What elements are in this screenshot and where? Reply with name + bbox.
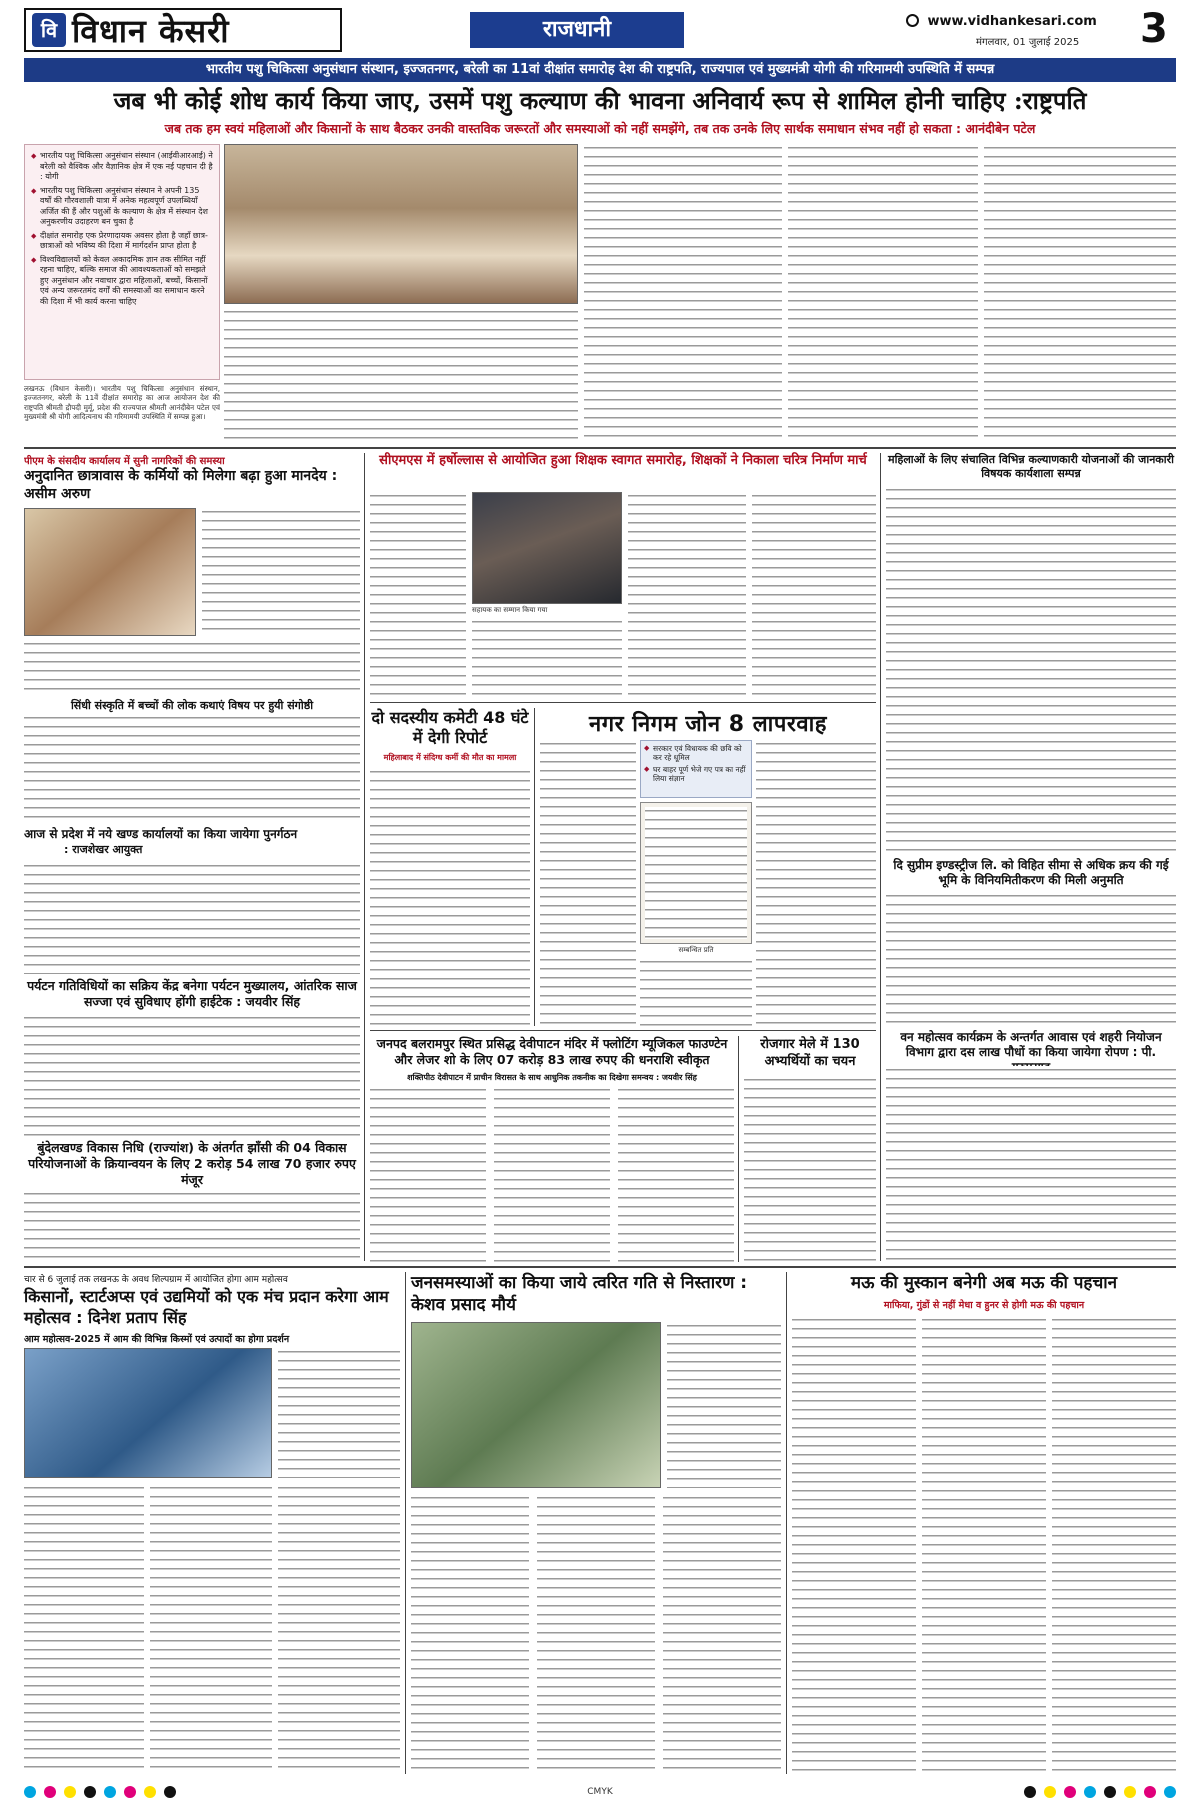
- divider: [370, 702, 876, 703]
- women-headline: महिलाओं के लिए संचालित विभिन्न कल्याणकारी योजनाओं की जानकारी विषयक कार्यशाला सम्पन्न: [888, 453, 1174, 480]
- mau-headline: मऊ की मुस्कान बनेगी अब मऊ की पहचान: [850, 1273, 1118, 1293]
- lead-kicker-text: भारतीय पशु चिकित्सा अनुसंधान संस्थान, इज्जतनगर, बरेली का 11वां दीक्षांत समारोह देश की राष्ट्रपति, राज्यपाल एवं मुख्यमंत्री योगी की गरिमामयी उपस्थिति में सम्पन्न: [205, 62, 995, 77]
- mango-body: [24, 1484, 144, 1774]
- logo: [24, 8, 342, 52]
- khand-headline-by: : राजशेखर आयुक्त: [64, 843, 143, 856]
- divider: [534, 708, 535, 1026]
- globe-icon: [906, 14, 919, 27]
- devipatan-headline: जनपद बलरामपुर स्थित प्रसिद्ध देवीपाटन मंदिर में फ्लोटिंग म्यूजिकल फाउण्टेन और लेजर शो के लिए 07 करोड़ 83 लाख रुपए की धनराशि स्वीकृत: [376, 1036, 728, 1067]
- lead-bullet: ◆ भारतीय पशु चिकित्सा अनुसंधान संस्थान (आईवीआरआई) ने बरेली को वैश्विक और वैज्ञानिक क्षेत्र में एक नई पहचान दी है : योगी: [31, 151, 213, 183]
- rozgar-headline: रोजगार मेले में 130 अभ्यर्थियों का चयन: [760, 1037, 860, 1069]
- lead-bullets: [24, 144, 220, 380]
- divider: [24, 447, 1176, 449]
- janasamasya-body: [667, 1322, 781, 1488]
- janasamasya-photo: [411, 1322, 661, 1488]
- cms-body: [628, 492, 746, 698]
- bundelkhand-body: [24, 1190, 360, 1260]
- letter-image: [640, 802, 752, 944]
- industries-body: [886, 892, 1176, 1024]
- committee-headline: दो सदस्यीय कमेटी 48 घंटे में देगी रिपोर्ट: [371, 708, 529, 747]
- janasamasya-body: [663, 1494, 781, 1774]
- cms-headline: सीएमएस में हर्षोल्लास से आयोजित हुआ शिक्षक स्वागत समारोह, शिक्षकों ने निकाला चरित्र निर्माण मार्च: [379, 453, 867, 468]
- lead-body-col: [224, 308, 578, 442]
- pm-headline: अनुदानित छात्रावास के कर्मियों को मिलेगा बढ़ा हुआ मानदेय : असीम अरुण: [24, 468, 338, 502]
- cyan-dot: [104, 1786, 116, 1798]
- cms-body: [752, 492, 876, 698]
- letter-text: [645, 807, 747, 939]
- lead-body-col: [788, 144, 978, 442]
- black-dot: [1104, 1786, 1116, 1798]
- nagar-nigam-bullet: ◆ सरकार एवं विधायक की छवि को कर रहे धूमिल: [644, 744, 748, 762]
- divider: [880, 453, 881, 1261]
- lead-byline-text: लखनऊ (विधान केसरी)। भारतीय पशु चिकित्सा अनुसंधान संस्थान, इज्जतनगर, बरेली के 11वें दीक्षांत समारोह का आज आयोजन देश की राष्ट्रपति श्रीमती द्रौपदी मुर्मू, प्रदेश की राज्यपाल श्रीमती आनंदीबेन पटेल एवं मुख्यमंत्री श्री योगी आदित्यनाथ की गरिमामयी उपस्थिति में सम्पन्न हुआ।: [24, 384, 220, 422]
- nagar-nigam-body: [540, 740, 636, 1026]
- mango-body: [150, 1484, 272, 1774]
- convocation-photo: [224, 144, 578, 304]
- footer-bar: [24, 1782, 1176, 1802]
- sindhi-headline: सिंधी संस्कृति में बच्चों की लोक कथाएं विषय पर हुयी संगोष्ठी: [70, 699, 314, 712]
- page-number: 3: [1140, 6, 1168, 52]
- yellow-dot: [1124, 1786, 1136, 1798]
- divider: [405, 1272, 406, 1774]
- committee-body: [370, 768, 530, 1026]
- magenta-dot: [1064, 1786, 1076, 1798]
- pm-body: [202, 508, 360, 636]
- devipatan-body: [494, 1086, 610, 1262]
- devipatan-body: [370, 1086, 486, 1262]
- color-registration-strip: [24, 1786, 176, 1798]
- mango-sub: आम महोत्सव-2025 में आम की विभिन्न किस्मों एवं उत्पादों का होगा प्रदर्शन: [24, 1334, 290, 1345]
- yellow-dot: [1044, 1786, 1056, 1798]
- mau-body: [1052, 1316, 1176, 1774]
- website[interactable]: [906, 14, 1097, 29]
- black-dot: [164, 1786, 176, 1798]
- divider: [738, 1036, 739, 1262]
- pm-photo: [24, 508, 196, 636]
- committee-sub: महिलाबाद में संदिग्ध कर्मी की मौत का मामला: [383, 753, 517, 762]
- lead-byline: [24, 384, 220, 442]
- divider: [370, 1030, 876, 1031]
- logo-text: विधान केसरी: [72, 11, 230, 50]
- cms-caption: सहायक का सम्मान किया गया: [472, 606, 548, 614]
- lead-kicker: [24, 58, 1176, 82]
- divider: [364, 453, 365, 1261]
- mango-headline: किसानों, स्टार्टअप्स एवं उद्यमियों को एक मंच प्रदान करेगा आम महोत्सव : दिनेश प्रताप सिंह: [24, 1287, 389, 1327]
- industries-headline: दि सुप्रीम इण्डस्ट्रीज लि. को विहित सीमा से अधिक क्रय की गई भूमि के विनियमितीकरण की मिली अनुमति: [893, 858, 1169, 887]
- khand-body: [24, 862, 360, 974]
- website-url: www.vidhankesari.com: [927, 14, 1097, 29]
- sindhi-body: [24, 714, 360, 822]
- lead-bullet: ◆ भारतीय पशु चिकित्सा अनुसंधान संस्थान ने अपनी 135 वर्षों की गौरवशाली यात्रा में अनेक महत्वपूर्ण उपलब्धियाँ अर्जित की हैं और पशुओं के कल्याण के क्षेत्र में संस्थान देश अनुकरणीय उदाहरण बन चुका है: [31, 186, 213, 228]
- masthead: [0, 0, 1200, 56]
- letter-caption: सम्बन्धित प्रति: [678, 946, 714, 954]
- divider: [786, 1272, 787, 1774]
- nagar-nigam-bullet: ◆ घर बाहर पूर्ण भेजे गए पत्र का नहीं लिया संज्ञान: [644, 765, 748, 783]
- janasamasya-body: [537, 1494, 655, 1774]
- plantation-body: [886, 1066, 1176, 1262]
- cmyk-label: CMYK: [587, 1787, 613, 1797]
- cyan-dot: [1084, 1786, 1096, 1798]
- lead-body-col: [984, 144, 1176, 442]
- khand-headline: [24, 826, 360, 858]
- black-dot: [1024, 1786, 1036, 1798]
- nagar-nigam-headline: नगर निगम जोन 8 लापरवाह: [589, 712, 827, 737]
- yellow-dot: [64, 1786, 76, 1798]
- mango-photo: [24, 1348, 272, 1478]
- lead-bullet: ◆ दीक्षांत समारोह एक प्रेरणादायक अवसर होता है जहाँ छात्र-छात्राओं को भविष्य की दिशा में मार्गदर्शन प्राप्त होता है: [31, 231, 213, 252]
- nagar-nigam-body: [756, 740, 876, 1026]
- nagar-nigam-body: [640, 958, 752, 1026]
- janasamasya-headline: जनसमस्याओं का किया जाये त्वरित गति से निस्तारण : केशव प्रसाद मौर्य: [411, 1273, 748, 1315]
- mau-body: [792, 1316, 916, 1774]
- cms-body: [370, 492, 466, 698]
- khand-headline-text: आज से प्रदेश में नये खण्ड कार्यालयों का किया जायेगा पुनर्गठन: [24, 827, 298, 841]
- cms-body: [472, 618, 622, 698]
- lead-headline: जब भी कोई शोध कार्य किया जाए, उसमें पशु कल्याण की भावना अनिवार्य रूप से शामिल होनी चाहिए :राष्ट्रपति: [113, 86, 1087, 115]
- plantation-headline: वन महोत्सव कार्यक्रम के अन्तर्गत आवास एवं शहरी नियोजन विभाग द्वारा दस लाख पौधों का किया जायेगा रोपण : पी.: [900, 1030, 1162, 1059]
- devipatan-body: [618, 1086, 734, 1262]
- mango-body: [278, 1484, 400, 1774]
- women-body: [886, 486, 1176, 852]
- magenta-dot: [44, 1786, 56, 1798]
- tourism-body: [24, 1014, 360, 1136]
- magenta-dot: [1144, 1786, 1156, 1798]
- color-registration-strip: [1024, 1786, 1176, 1798]
- section-title: राजधानी: [542, 17, 612, 42]
- magenta-dot: [124, 1786, 136, 1798]
- cyan-dot: [1164, 1786, 1176, 1798]
- rozgar-body: [744, 1076, 876, 1262]
- bundelkhand-headline: बुंदेलखण्ड विकास निधि (राज्यांश) के अंतर्गत झाँसी की 04 विकास परियोजनाओं के क्रियान्वयन के लिए 2 करोड़ 54 लाख 70 हजार रुपए मंजूर: [28, 1140, 356, 1187]
- yellow-dot: [144, 1786, 156, 1798]
- section-banner: [470, 12, 684, 48]
- nagar-nigam-bullets: [640, 740, 752, 798]
- cyan-dot: [24, 1786, 36, 1798]
- lead-bullet: ◆ विश्वविद्यालयों को केवल अकादमिक ज्ञान तक सीमित नहीं रहना चाहिए, बल्कि समाज की आवश्यकताओं को समझते हुए अनुसंधान और नवाचार द्वारा महिलाओं, बच्चों, किसानों एवं अन्य जरूरतमंद वर्गों की समस्याओं का समाधान करने की दिशा में भी कार्य करना चाहिए: [31, 255, 213, 308]
- lead-subhead: जब तक हम स्वयं महिलाओं और किसानों के साथ बैठकर उनकी वास्तविक जरूरतों और समस्याओं को नहीं समझेंगे, तब तक उनके लिए सार्थक समाधान संभव नहीं हो सकता : आनंदीबेन पटेल: [164, 121, 1036, 136]
- mango-kicker: चार से 6 जुलाई तक लखनऊ के अवध शिल्पग्राम में आयोजित होगा आम महोत्सव: [24, 1275, 288, 1285]
- mango-body: [278, 1348, 400, 1478]
- black-dot: [84, 1786, 96, 1798]
- logo-icon: वि: [32, 13, 66, 47]
- devipatan-sub: शक्तिपीठ देवीपाटन में प्राचीन विरासत के साथ आधुनिक तकनीक का दिखेगा समन्वय : जयवीर सिंह: [407, 1073, 697, 1082]
- mau-body: [922, 1316, 1046, 1774]
- divider: [24, 1266, 1176, 1268]
- janasamasya-body: [411, 1494, 529, 1774]
- pm-body: [24, 640, 360, 694]
- cms-photo: [472, 492, 622, 604]
- lead-body-col: [584, 144, 782, 442]
- mau-sub: माफिया, गुंडों से नहीं मेधा व हुनर से होगी मऊ की पहचान: [883, 1300, 1085, 1311]
- pm-kicker: पीएम के संसदीय कार्यालय में सुनी नागरिकों की समस्या: [24, 456, 225, 467]
- tourism-headline: पर्यटन गतिविधियों का सक्रिय केंद्र बनेगा पर्यटन मुख्यालय, आंतरिक साज सज्जा एवं सुविधाए होंगी हाईटेक : जयवीर सिंह: [27, 978, 357, 1009]
- issue-date: मंगलवार, 01 जुलाई 2025: [976, 37, 1080, 48]
